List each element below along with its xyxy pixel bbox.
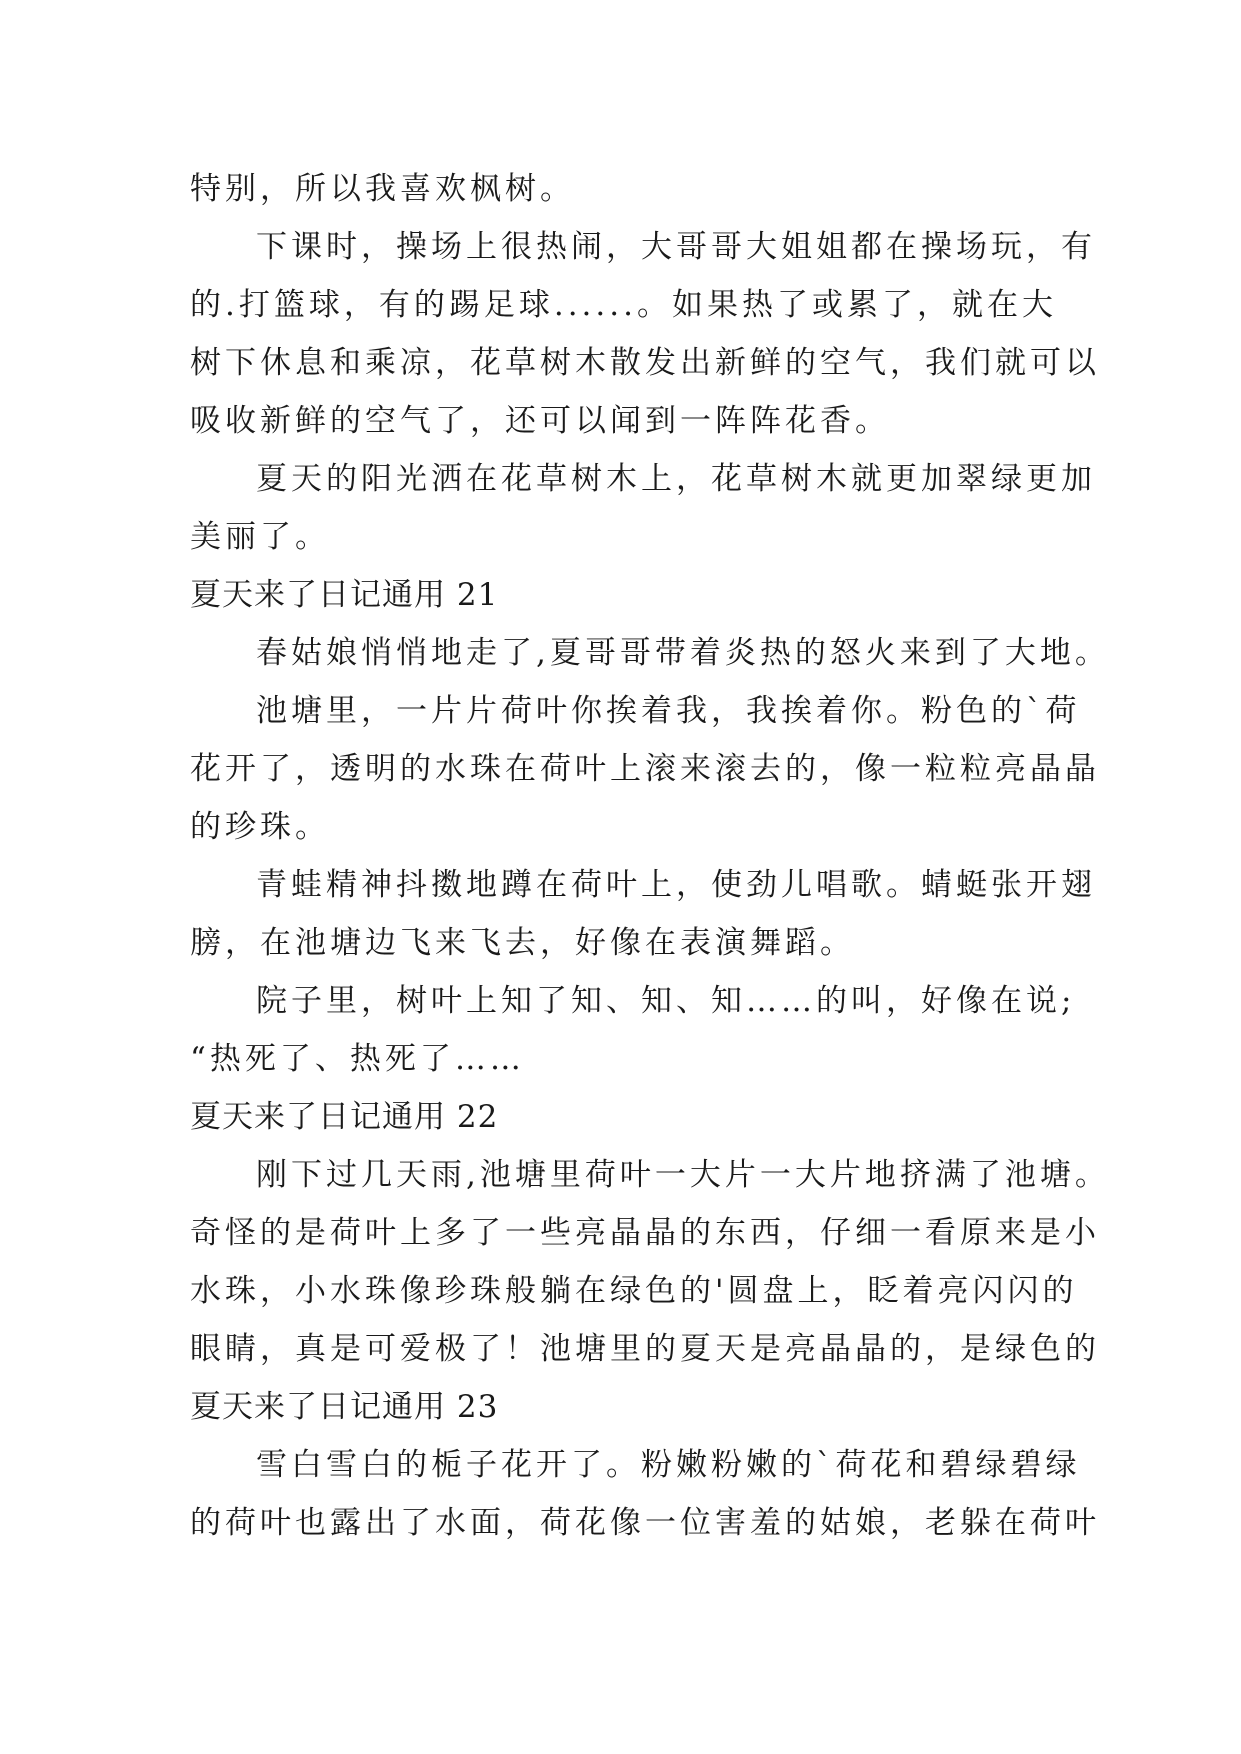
section-heading: 夏天来了日记通用 23 — [190, 1389, 499, 1425]
text-line: 春姑娘悄悄地走了,夏哥哥带着炎热的怒火来到了大地。 — [256, 635, 1110, 671]
text-line: “热死了、热死了…… — [190, 1041, 525, 1077]
text-line: 下课时，操场上很热闹，大哥哥大姐姐都在操场玩，有 — [256, 229, 1096, 265]
text-line: 眼睛，真是可爱极了！池塘里的夏天是亮晶晶的，是绿色的 — [190, 1331, 1100, 1367]
text-line: 树下休息和乘凉，花草树木散发出新鲜的空气，我们就可以 — [190, 345, 1100, 381]
text-line: 奇怪的是荷叶上多了一些亮晶晶的东西，仔细一看原来是小 — [190, 1215, 1100, 1251]
text-line: 吸收新鲜的空气了，还可以闻到一阵阵花香。 — [190, 403, 890, 439]
section-heading: 夏天来了日记通用 22 — [190, 1099, 499, 1135]
text-line: 刚下过几天雨,池塘里荷叶一大片一大片地挤满了池塘。 — [256, 1157, 1110, 1193]
text-line: 花开了，透明的水珠在荷叶上滚来滚去的，像一粒粒亮晶晶 — [190, 751, 1100, 787]
text-line: 水珠，小水珠像珍珠般躺在绿色的'圆盘上，眨着亮闪闪的 — [190, 1273, 1078, 1309]
text-line: 院子里，树叶上知了知、知、知……的叫，好像在说; — [256, 983, 1076, 1019]
text-line: 的荷叶也露出了水面，荷花像一位害羞的姑娘，老躲在荷叶 — [190, 1505, 1100, 1541]
text-line: 的珍珠。 — [190, 809, 330, 845]
text-line: 特别，所以我喜欢枫树。 — [190, 171, 575, 207]
text-line: 夏天的阳光洒在花草树木上，花草树木就更加翠绿更加 — [256, 461, 1096, 497]
section-heading: 夏天来了日记通用 21 — [190, 577, 499, 613]
text-line: 池塘里，一片片荷叶你挨着我，我挨着你。粉色的`荷 — [256, 693, 1081, 729]
text-line: 的.打篮球，有的踢足球......。如果热了或累了，就在大 — [190, 287, 1057, 323]
text-line: 雪白雪白的栀子花开了。粉嫩粉嫩的`荷花和碧绿碧绿 — [256, 1447, 1081, 1483]
text-line: 膀，在池塘边飞来飞去，好像在表演舞蹈。 — [190, 925, 855, 961]
text-line: 青蛙精神抖擞地蹲在荷叶上，使劲儿唱歌。蜻蜓张开翅 — [256, 867, 1096, 903]
text-line: 美丽了。 — [190, 519, 330, 555]
document-body — [190, 160, 1110, 1552]
